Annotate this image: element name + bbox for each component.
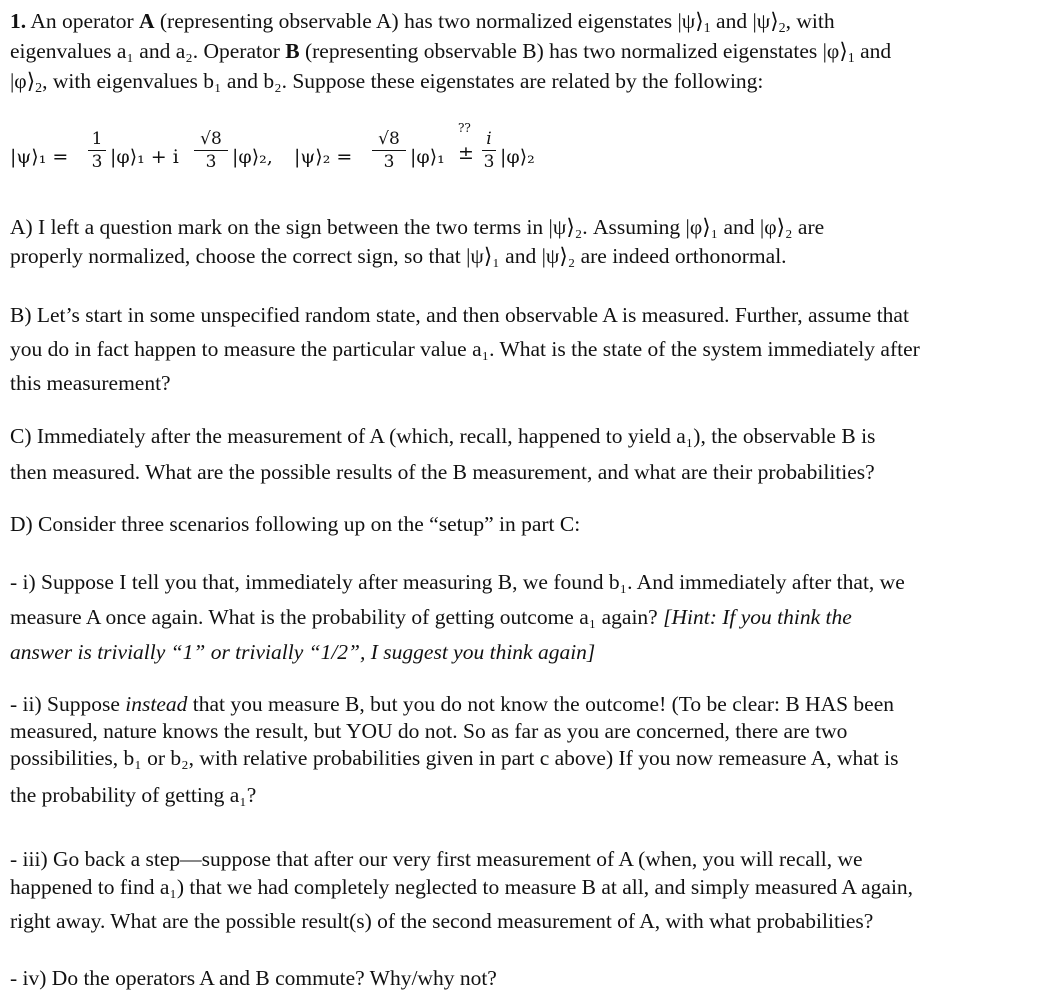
part-d [10,510,1038,538]
part-c-line-2: then measured. What are the possible results of the B measurement, and what are their probabilities? [10,460,875,484]
psi2-term-2: |φ⟩₂ [500,146,535,168]
intro-text: , with [785,9,835,33]
intro-text: An operator [30,9,139,33]
psi2-term: |φ⟩₁ [410,146,445,168]
part-iii-line-1: - iii) Go back a step—suppose that after our very first measurement of A (when, you will recall, we [10,847,863,871]
part-iii-line-2: happened to find a₁) that we had completely neglected to measure B at all, and simply measured A again, [10,875,914,899]
part-ii-line-4: the probability of getting a₁? [10,783,257,807]
intro-text: |φ⟩ [10,69,36,93]
fraction-numerator: 1 [88,128,106,151]
intro-text: and [854,39,892,63]
subscript: 2 [35,81,43,97]
part-a-line-2: properly normalized, choose the correct sign, so that |ψ⟩₁ and |ψ⟩₂ are indeed orthonormal. [10,244,787,268]
part-i-hint: [Hint: If you think the [663,605,852,629]
part-i-line-2 [10,600,1038,635]
part-ii-text: - ii) Suppose [10,692,126,716]
part-ii-line-3: possibilities, b₁ or b₂, with relative probabilities given in part c above) If you now remeasure A, what is [10,746,899,770]
part-ii-line-1 [10,691,1038,718]
psi1-lhs: |ψ⟩₁ = [10,146,69,168]
intro-text: (representing observable B) has two normalized eigenstates |φ⟩ [299,39,848,63]
part-i-line-1: - i) Suppose I tell you that, immediately after measuring B, we found b₁. And immediately after that, we [10,570,905,594]
psi1-term-2: |φ⟩₂, [232,146,273,168]
intro-text: (representing observable A) has two normalized eigenstates |ψ⟩ [154,9,704,33]
operator-a: A [138,9,155,33]
plus-minus-sign: ± [458,142,474,164]
subscript: 1 [703,21,711,37]
part-iv [10,964,1038,992]
part-a-line-1: A) I left a question mark on the sign between the two terms in |ψ⟩₂. Assuming |φ⟩₁ and |φ⟩₂ are [10,215,825,239]
subscript: 2 [778,21,786,37]
part-b-line-2: you do in fact happen to measure the particular value a₁. What is the state of the system immediately after [10,337,920,361]
intro-text: eigenvalues a₁ and a₂. Operator [10,39,286,63]
fraction-denominator: 3 [483,152,495,172]
intro-text: and |ψ⟩ [710,9,779,33]
part-c-line-1: C) Immediately after the measurement of A (which, recall, happened to yield a₁), the observable B is [10,424,876,448]
fraction-denominator: 3 [205,152,217,172]
question-mark-sign: ?? [458,121,471,135]
fraction-i-third [482,128,496,173]
part-ii [10,691,1038,809]
eigenstate-equations [8,118,628,188]
psi1-term: |φ⟩₁ + i [110,146,179,168]
intro-paragraph [10,6,1038,96]
psi2-lhs: |ψ⟩₂ = [294,146,353,168]
part-i [10,565,1038,670]
part-i-hint-line-3: answer is trivially “1” or trivially “1/2”, I suggest you think again] [10,640,596,664]
fraction-denominator: 3 [91,152,103,172]
problem-number: 1. [10,9,27,33]
part-i-text: measure A once again. What is the probability of getting outcome a₁ again? [10,605,664,629]
part-iii-line-3: right away. What are the possible result(s) of the second measurement of A, with what probabilities? [10,909,874,933]
fraction-numerator: i [482,128,496,151]
fraction-root8-third [372,128,406,173]
intro-text: , with eigenvalues b₁ and b₂. Suppose these eigenstates are related by the following: [42,69,764,93]
part-b-line-3: this measurement? [10,371,171,395]
part-c [10,418,1038,490]
part-iii [10,845,1038,935]
subscript: 1 [847,51,855,67]
fraction-numerator: √8 [372,128,406,151]
part-ii-emphasis: instead [125,692,188,716]
fraction-numerator: √8 [194,128,228,151]
part-b [10,298,1038,400]
part-ii-line-2: measured, nature knows the result, but YOU do not. So as far as you are concerned, there are two [10,719,848,743]
part-b-line-1: B) Let’s start in some unspecified random state, and then observable A is measured. Further, assume that [10,303,909,327]
part-a [10,213,1038,271]
part-ii-text: that you measure B, but you do not know the outcome! (To be clear: B HAS been [187,692,895,716]
intro-line-2 [10,36,1038,66]
intro-line-1 [10,6,1038,36]
intro-line-3 [10,66,1038,96]
fraction-one-third [88,128,106,173]
operator-b: B [285,39,300,63]
fraction-denominator: 3 [383,152,395,172]
part-iv-line-1: - iv) Do the operators A and B commute? Why/why not? [10,966,497,990]
fraction-root8-third [194,128,228,173]
part-d-line-1: D) Consider three scenarios following up on the “setup” in part C: [10,512,581,536]
